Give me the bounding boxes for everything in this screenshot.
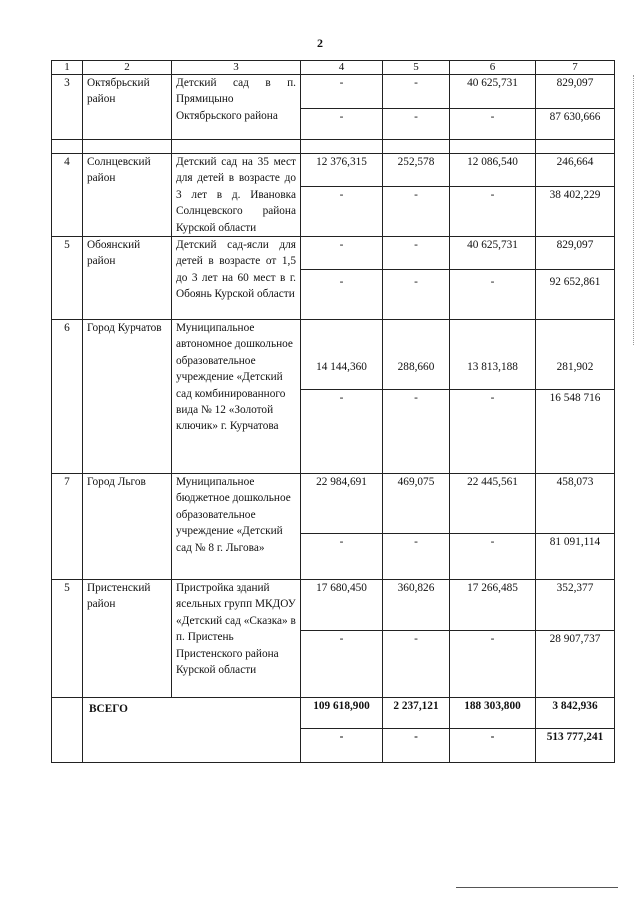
total-value: 513 777,241 — [536, 729, 615, 763]
district-name: Город Льгов — [83, 474, 172, 580]
value-cell: 458,073 — [536, 474, 615, 534]
header-cell: 5 — [383, 61, 450, 75]
budget-table — [51, 60, 615, 763]
value-cell: 87 630,666 — [536, 109, 615, 140]
district-name: Обоянский район — [83, 237, 172, 320]
total-value: - — [383, 729, 450, 763]
value-cell: - — [301, 534, 383, 580]
header-cell: 3 — [172, 61, 301, 75]
value-cell: - — [301, 109, 383, 140]
value-cell: 22 984,691 — [301, 474, 383, 534]
header-cell: 1 — [52, 61, 83, 75]
value-cell: - — [450, 187, 536, 237]
object-description: Муниципальное автономное дошкольное образовательное учреждение «Детский сад комбинированного вида № 12 «Золотой ключик» г. Курчатова — [172, 320, 301, 474]
value-cell: 12 376,315 — [301, 154, 383, 187]
district-name: Город Курчатов — [83, 320, 172, 474]
district-name: Октябрьский район — [83, 75, 172, 140]
value-cell: 360,826 — [383, 580, 450, 631]
total-value: 188 303,800 — [450, 698, 536, 729]
value-cell: 281,902 — [536, 320, 615, 390]
total-value: - — [450, 729, 536, 763]
value-cell: 92 652,861 — [536, 270, 615, 320]
value-cell: 40 625,731 — [450, 237, 536, 270]
value-cell: - — [383, 109, 450, 140]
row-number: 5 — [52, 237, 83, 320]
value-cell: - — [450, 390, 536, 474]
header-row — [52, 61, 615, 75]
total-value: 3 842,936 — [536, 698, 615, 729]
total-value: - — [301, 729, 383, 763]
table-row — [52, 580, 615, 631]
value-cell: - — [450, 109, 536, 140]
value-cell: - — [301, 75, 383, 109]
district-name: Пристенский район — [83, 580, 172, 698]
value-cell: 288,660 — [383, 320, 450, 390]
value-cell: 246,664 — [536, 154, 615, 187]
footer-rule — [456, 887, 618, 888]
row-number: 5 — [52, 580, 83, 698]
value-cell: 469,075 — [383, 474, 450, 534]
value-cell: - — [383, 187, 450, 237]
row-number: 6 — [52, 320, 83, 474]
value-cell: 40 625,731 — [450, 75, 536, 109]
row-number: 4 — [52, 154, 83, 237]
value-cell: - — [383, 270, 450, 320]
header-cell: 4 — [301, 61, 383, 75]
value-cell: 22 445,561 — [450, 474, 536, 534]
value-cell: - — [450, 270, 536, 320]
value-cell: - — [383, 75, 450, 109]
scan-margin-mark — [633, 75, 634, 345]
row-number: 7 — [52, 474, 83, 580]
value-cell: 28 907,737 — [536, 631, 615, 698]
page-number: 2 — [317, 36, 323, 50]
value-cell: - — [450, 534, 536, 580]
object-description: Детский сад-ясли для детей в возрасте от 1,5 до 3 лет на 60 мест в г. Обоянь Курской области — [172, 237, 301, 320]
row-number: 3 — [52, 75, 83, 140]
value-cell: 17 266,485 — [450, 580, 536, 631]
value-cell: 81 091,114 — [536, 534, 615, 580]
table-row — [52, 237, 615, 270]
total-label: ВСЕГО — [83, 698, 301, 763]
value-cell: - — [383, 534, 450, 580]
value-cell: 16 548 716 — [536, 390, 615, 474]
object-description: Муниципальное бюджетное дошкольное образовательное учреждение «Детский сад № 8 г. Льгова» — [172, 474, 301, 580]
object-description: Детский сад на 35 мест для детей в возрасте до 3 лет в д. Ивановка Солнцевского района Курской области — [172, 154, 301, 237]
object-description: Детский сад в п. Прямицыно Октябрьского района — [172, 75, 301, 140]
district-name: Солнцевский район — [83, 154, 172, 237]
value-cell: - — [383, 390, 450, 474]
value-cell: - — [383, 631, 450, 698]
value-cell: 14 144,360 — [301, 320, 383, 390]
value-cell: - — [301, 631, 383, 698]
header-cell: 7 — [536, 61, 615, 75]
table-row — [52, 474, 615, 534]
value-cell: - — [383, 237, 450, 270]
table-row — [52, 75, 615, 109]
value-cell: 13 813,188 — [450, 320, 536, 390]
total-value: 109 618,900 — [301, 698, 383, 729]
value-cell: - — [301, 237, 383, 270]
header-cell: 6 — [450, 61, 536, 75]
value-cell: - — [301, 270, 383, 320]
value-cell: 829,097 — [536, 237, 615, 270]
value-cell: - — [301, 187, 383, 237]
value-cell: 252,578 — [383, 154, 450, 187]
header-cell: 2 — [83, 61, 172, 75]
value-cell: 38 402,229 — [536, 187, 615, 237]
table-row — [52, 154, 615, 187]
value-cell: 17 680,450 — [301, 580, 383, 631]
value-cell: 12 086,540 — [450, 154, 536, 187]
value-cell: 829,097 — [536, 75, 615, 109]
total-value: 2 237,121 — [383, 698, 450, 729]
spacer-row — [52, 140, 615, 154]
table-row — [52, 320, 615, 390]
value-cell: - — [450, 631, 536, 698]
value-cell: - — [301, 390, 383, 474]
total-row — [52, 698, 615, 729]
object-description: Пристройка зданий ясельных групп МКДОУ «Детский сад «Сказка» в п. Пристень Пристенского района Курской области — [172, 580, 301, 698]
value-cell: 352,377 — [536, 580, 615, 631]
